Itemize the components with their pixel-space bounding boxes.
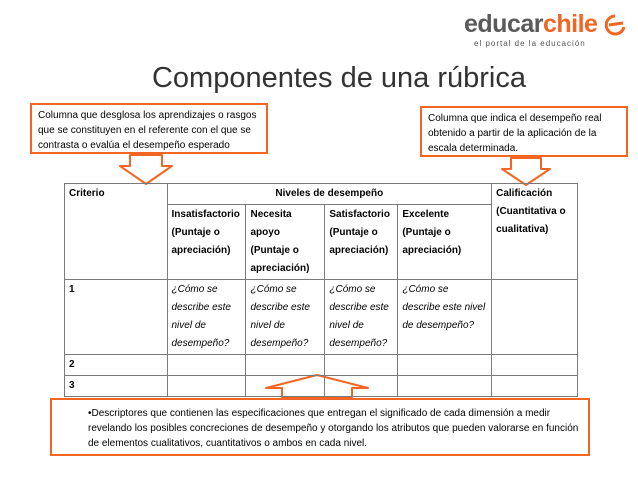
descriptor-cell xyxy=(325,355,398,376)
descriptor-cell xyxy=(398,355,492,376)
rubric-table xyxy=(64,183,578,397)
row-criterio: 3 xyxy=(65,376,168,397)
table-row xyxy=(65,376,578,397)
right-callout-arrow xyxy=(502,158,550,185)
page-title: Componentes de una rúbrica xyxy=(151,62,526,94)
descriptor-cell: ¿Cómo se describe este nivel de desempeño? xyxy=(167,280,246,355)
left-callout-arrow xyxy=(120,155,172,184)
descriptor-cell: ¿Cómo se describe este nivel de desempeño? xyxy=(398,280,492,355)
callout-criterio-column: Columna que desglosa los aprendizajes o rasgos que se constituyen en el referente con el que se contrasta o evalúa el desempeño esperado xyxy=(30,103,268,154)
calificacion-cell xyxy=(492,376,578,397)
descriptor-cell xyxy=(167,376,246,397)
calificacion-cell xyxy=(492,355,578,376)
descriptor-cell xyxy=(398,376,492,397)
header-calificacion: Calificación (Cuantitativa o cualitativa) xyxy=(492,184,578,280)
level-satisfactorio: Satisfactorio (Puntaje o apreciación) xyxy=(325,205,398,280)
descriptor-cell xyxy=(325,376,398,397)
table-row xyxy=(65,355,578,376)
logo-e-icon xyxy=(604,14,626,36)
educarchile-logo xyxy=(464,10,624,50)
descriptor-cell xyxy=(246,355,325,376)
level-excelente: Excelente (Puntaje o apreciación) xyxy=(398,205,492,280)
table-row xyxy=(65,280,578,355)
descriptor-cell: ¿Cómo se describe este nivel de desempeño? xyxy=(246,280,325,355)
row-criterio: 1 xyxy=(65,280,168,355)
logo-wordmark: educarchile xyxy=(464,10,598,38)
callout-calificacion-column: Columna que indica el desempeño real obtenido a partir de la aplicación de la escala determinada. xyxy=(420,106,628,157)
callout-descriptores: •Descriptores que contienen las especificaciones que entregan el significado de cada dimensión a medir revelando los posibles concreciones de desempeño y otorgando los atributos que pueden valorarse en función de elementos cualitativos, cuantitativos o ambos en cada nivel. xyxy=(50,398,590,456)
descriptor-cell: ¿Cómo se describe este nivel de desempeño? xyxy=(325,280,398,355)
logo-tagline: el portal de la educación xyxy=(474,39,586,48)
header-criterio: Criterio xyxy=(65,184,168,280)
table-header-row xyxy=(65,184,578,205)
descriptor-cell xyxy=(246,376,325,397)
row-criterio: 2 xyxy=(65,355,168,376)
calificacion-cell xyxy=(492,280,578,355)
level-necesita-apoyo: Necesita apoyo (Puntaje o apreciación) xyxy=(246,205,325,280)
header-niveles: Niveles de desempeño xyxy=(167,184,492,205)
descriptor-cell xyxy=(167,355,246,376)
level-insatisfactorio: Insatisfactorio (Puntaje o apreciación) xyxy=(167,205,246,280)
